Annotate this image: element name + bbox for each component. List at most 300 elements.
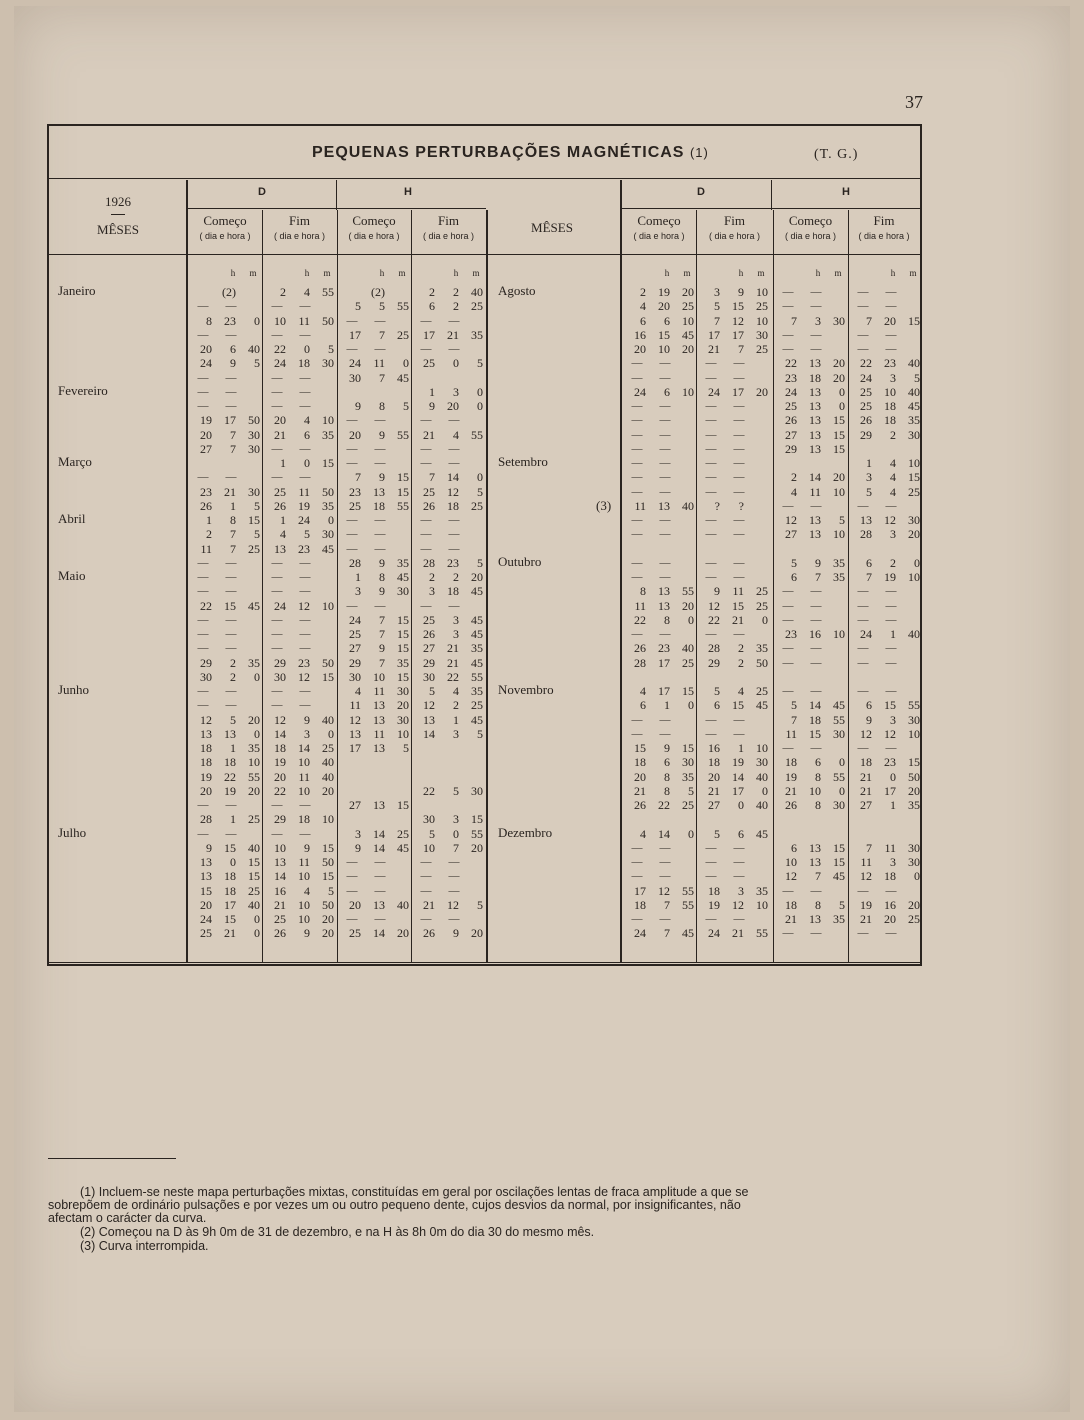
table-cell: 6: [866, 698, 872, 713]
empty-cell-dash: —: [225, 585, 237, 598]
table-cell: 27: [708, 798, 720, 812]
table-cell: 30: [423, 812, 435, 827]
table-cell: 1: [890, 627, 896, 641]
table-cell: 15: [322, 669, 334, 684]
table-cell: 30: [397, 584, 409, 599]
column-rule: [848, 210, 849, 962]
table-cell: 40: [756, 798, 768, 812]
table-cell: 0: [254, 912, 260, 926]
empty-cell-dash: —: [225, 571, 237, 583]
table-cell: 16: [809, 627, 821, 641]
table-cell: 25: [682, 798, 694, 812]
table-cell: 25: [423, 612, 435, 627]
table-cell: 15: [833, 441, 845, 456]
table-cell: 16: [634, 327, 646, 342]
table-cell: 5: [839, 513, 845, 527]
empty-cell-dash: —: [659, 713, 671, 726]
empty-cell-dash: —: [197, 628, 209, 640]
table-cell: 6: [738, 826, 744, 841]
table-cell: 55: [833, 712, 845, 727]
table-cell: 20: [397, 926, 409, 941]
table-cell: 0: [839, 384, 845, 399]
table-cell: 11: [634, 498, 646, 513]
hour-unit: h: [304, 268, 310, 278]
table-cell: 10: [785, 855, 797, 869]
table-cell: 8: [664, 769, 670, 784]
empty-cell-dash: —: [374, 884, 386, 897]
table-cell: 20: [397, 698, 409, 713]
empty-cell-dash: —: [271, 556, 283, 569]
table-cell: 50: [322, 313, 334, 328]
table-cell: 30: [322, 527, 334, 542]
table-cell: 20: [248, 783, 260, 798]
table-cell: 21: [447, 655, 459, 670]
table-cell: 10: [756, 313, 768, 328]
table-cell: 26: [423, 498, 435, 513]
empty-cell-dash: —: [782, 742, 794, 754]
table-cell: 15: [248, 513, 260, 527]
empty-cell-dash: —: [225, 613, 237, 626]
table-cell: 14: [732, 769, 744, 784]
table-cell: 50: [322, 655, 334, 670]
table-cell: 14: [373, 840, 385, 855]
table-cell: 5: [379, 299, 385, 314]
table-cell: 29: [423, 655, 435, 670]
empty-cell-dash: —: [705, 428, 717, 441]
table-cell: 18: [809, 370, 821, 385]
empty-cell-dash: —: [346, 514, 358, 526]
empty-cell-dash: —: [810, 642, 822, 655]
table-cell: 11: [298, 484, 310, 499]
minute-unit: m: [323, 268, 331, 278]
table-cell: 13: [373, 897, 385, 912]
table-cell: 8: [664, 612, 670, 627]
table-cell: 4: [453, 427, 459, 442]
table-cell: 25: [248, 883, 260, 898]
empty-cell-dash: —: [733, 628, 745, 640]
empty-cell-dash: —: [197, 699, 209, 712]
empty-cell-dash: —: [299, 400, 311, 412]
table-cell: 1: [230, 741, 236, 755]
table-cell: 25: [908, 912, 920, 926]
table-cell: 35: [397, 655, 409, 670]
table-cell: 25: [471, 698, 483, 713]
empty-cell-dash: —: [197, 371, 209, 384]
dia-hora-subheader: ( dia e hora ): [784, 231, 837, 241]
empty-cell-dash: —: [271, 328, 283, 341]
month-label: Novembro: [498, 682, 554, 697]
table-cell: 11: [732, 584, 744, 599]
table-cell: 15: [248, 869, 260, 884]
table-cell: 13: [809, 413, 821, 428]
table-cell: 24: [785, 384, 797, 399]
table-cell: 23: [349, 484, 361, 499]
empty-cell-dash: —: [197, 799, 209, 811]
table-cell: 6: [664, 384, 670, 399]
table-cell: 9: [379, 641, 385, 656]
empty-cell-dash: —: [448, 542, 460, 555]
empty-cell-dash: —: [659, 913, 671, 925]
table-cell: 9: [304, 840, 310, 855]
table-cell: 15: [248, 855, 260, 869]
table-cell: 12: [447, 484, 459, 499]
table-cell: 9: [206, 840, 212, 855]
empty-cell-dash: —: [857, 343, 869, 355]
table-cell: 6: [791, 570, 797, 584]
empty-cell-dash: —: [346, 856, 358, 868]
empty-cell-dash: —: [420, 599, 432, 612]
table-cell: 20: [349, 427, 361, 442]
table-cell: 12: [860, 869, 872, 884]
hour-unit: h: [890, 268, 896, 278]
table-cell: 10: [756, 741, 768, 755]
table-cell: 13: [809, 912, 821, 926]
empty-cell-dash: —: [782, 328, 794, 341]
table-cell: 13: [200, 855, 212, 869]
month-label: Junho: [58, 682, 90, 697]
table-cell: 2: [429, 570, 435, 584]
table-cell: 3: [890, 855, 896, 869]
empty-cell-dash: —: [197, 400, 209, 412]
empty-cell-dash: —: [782, 286, 794, 298]
empty-cell-dash: —: [733, 514, 745, 526]
empty-cell-dash: —: [197, 328, 209, 341]
table-cell: 40: [397, 897, 409, 912]
table-cell: 18: [224, 883, 236, 898]
table-cell: ?: [738, 498, 744, 513]
empty-cell-dash: —: [299, 442, 311, 455]
table-cell: 19: [658, 285, 670, 299]
table-cell: 18: [785, 897, 797, 912]
element-label: D: [697, 186, 705, 198]
table-cell: 0: [254, 926, 260, 941]
table-cell: 29: [200, 655, 212, 670]
empty-cell-dash: —: [659, 571, 671, 583]
empty-cell-dash: —: [197, 556, 209, 569]
table-cell: 40: [682, 641, 694, 656]
table-cell: 12: [785, 513, 797, 527]
table-cell: 4: [304, 413, 310, 428]
table-cell: 14: [298, 741, 310, 755]
table-cell: 25: [471, 498, 483, 513]
table-cell: 26: [634, 798, 646, 812]
table-cell: 15: [397, 627, 409, 641]
table-cell: 29: [274, 655, 286, 670]
table-cell: 35: [833, 570, 845, 584]
table-cell: 2: [890, 555, 896, 570]
table-cell: 20: [756, 384, 768, 399]
empty-cell-dash: —: [810, 884, 822, 897]
empty-cell-dash: —: [810, 599, 822, 612]
table-cell: 30: [833, 726, 845, 741]
table-cell: 9: [355, 840, 361, 855]
empty-cell-dash: —: [857, 286, 869, 298]
table-cell: 7: [379, 327, 385, 342]
empty-cell-dash: —: [705, 400, 717, 412]
table-cell: 2: [738, 655, 744, 670]
table-cell: 5: [477, 356, 483, 371]
table-cell: 23: [447, 555, 459, 570]
table-cell: 6: [815, 755, 821, 770]
table-cell: 13: [658, 598, 670, 613]
table-cell: 2: [791, 470, 797, 485]
table-cell: 5: [477, 484, 483, 499]
table-cell: 14: [373, 926, 385, 941]
empty-cell-dash: —: [733, 556, 745, 569]
table-cell: 0: [688, 612, 694, 627]
table-cell: 40: [908, 384, 920, 399]
table-cell: 30: [471, 783, 483, 798]
table-cell: 10: [274, 840, 286, 855]
empty-cell-dash: —: [733, 528, 745, 541]
empty-cell-dash: —: [631, 485, 643, 498]
fim-header: Fim: [873, 213, 895, 228]
empty-cell-dash: —: [631, 428, 643, 441]
table-cell: 5: [839, 897, 845, 912]
table-cell: 12: [860, 726, 872, 741]
table-cell: 7: [429, 470, 435, 485]
title-divider: [49, 178, 920, 179]
table-cell: 27: [785, 427, 797, 442]
empty-cell-dash: —: [346, 314, 358, 327]
table-cell: 21: [634, 783, 646, 798]
table-cell: 0: [762, 612, 768, 627]
empty-cell-dash: —: [420, 514, 432, 526]
table-cell: 45: [756, 826, 768, 841]
table-cell: 55: [397, 498, 409, 513]
table-cell: 2: [738, 641, 744, 656]
table-cell: 30: [200, 669, 212, 684]
table-cell: 15: [397, 470, 409, 485]
table-cell: 5: [328, 342, 334, 356]
footnote-1c: afectam o carácter da curva.: [48, 1211, 207, 1225]
table-cell: 15: [224, 912, 236, 926]
table-cell: 45: [471, 584, 483, 599]
table-cell: 18: [373, 498, 385, 513]
table-cell: 6: [304, 427, 310, 442]
minute-unit: m: [909, 268, 917, 278]
table-cell: 7: [664, 926, 670, 941]
table-cell: 10: [322, 413, 334, 428]
table-cell: 20: [682, 342, 694, 356]
column-rule: [336, 180, 337, 210]
empty-cell-dash: —: [374, 856, 386, 868]
table-cell: 27: [349, 798, 361, 812]
table-cell: 26: [274, 498, 286, 513]
table-cell: 0: [453, 356, 459, 371]
table-cell: 26: [785, 798, 797, 812]
table-cell: 18: [634, 897, 646, 912]
empty-cell-dash: —: [782, 884, 794, 897]
column-rule: [262, 210, 263, 962]
table-cell: 15: [833, 855, 845, 869]
table-cell: 55: [682, 883, 694, 898]
table-cell: 18: [884, 869, 896, 884]
table-cell: 35: [397, 555, 409, 570]
table-cell: 5: [403, 399, 409, 413]
table-cell: 24: [274, 356, 286, 371]
empty-cell-dash: —: [346, 414, 358, 427]
month-label: Agosto: [498, 283, 536, 298]
table-cell: 50: [908, 769, 920, 784]
table-cell: 10: [423, 840, 435, 855]
group-divider: [622, 208, 920, 209]
empty-cell-dash: —: [225, 471, 237, 484]
table-cell: 3: [453, 812, 459, 827]
empty-cell-dash: —: [448, 457, 460, 469]
table-cell: 30: [248, 441, 260, 456]
table-cell: 0: [304, 342, 310, 356]
empty-cell-dash: —: [857, 613, 869, 626]
table-cell: 13: [373, 698, 385, 713]
table-cell: 25: [349, 627, 361, 641]
empty-cell-dash: —: [659, 628, 671, 640]
table-cell: 24: [708, 926, 720, 941]
table-cell: 26: [423, 926, 435, 941]
table-cell: 11: [349, 698, 361, 713]
empty-cell-dash: —: [705, 571, 717, 583]
table-cell: 17: [708, 327, 720, 342]
table-cell: 26: [860, 413, 872, 428]
empty-cell-dash: —: [271, 613, 283, 626]
table-cell: 21: [224, 926, 236, 941]
table-cell: 50: [322, 897, 334, 912]
empty-cell-dash: —: [299, 471, 311, 484]
empty-cell-dash: —: [631, 856, 643, 868]
table-cell: 29: [349, 655, 361, 670]
table-cell: 1: [280, 456, 286, 470]
table-cell: 3: [890, 527, 896, 542]
table-cell: 6: [866, 555, 872, 570]
table-cell: 9: [379, 555, 385, 570]
table-cell: 3: [304, 726, 310, 741]
table-cell: 3: [890, 370, 896, 385]
table-cell: 12: [732, 313, 744, 328]
table-cell: 28: [349, 555, 361, 570]
empty-cell-dash: —: [299, 585, 311, 598]
empty-cell-dash: —: [733, 414, 745, 427]
table-cell: 18: [860, 755, 872, 770]
empty-cell-dash: —: [346, 343, 358, 355]
table-cell: 11: [634, 598, 646, 613]
table-cell: 18: [708, 755, 720, 770]
table-cell: 13: [809, 427, 821, 442]
table-cell: 25: [860, 384, 872, 399]
empty-cell-dash: —: [197, 385, 209, 398]
empty-cell-dash: —: [885, 613, 897, 626]
hour-unit: h: [664, 268, 670, 278]
table-cell: 21: [860, 912, 872, 926]
table-cell: 45: [833, 698, 845, 713]
table-cell: 4: [890, 456, 896, 470]
table-cell: 15: [833, 413, 845, 428]
table-cell: 6: [791, 840, 797, 855]
empty-cell-dash: —: [225, 556, 237, 569]
table-cell: 10: [756, 897, 768, 912]
table-cell: 0: [403, 356, 409, 371]
table-cell: 3: [453, 384, 459, 399]
table-cell: 2: [640, 285, 646, 299]
empty-cell-dash: —: [733, 442, 745, 455]
table-cell: 14: [809, 470, 821, 485]
empty-cell-dash: —: [299, 642, 311, 655]
month-label: Setembro: [498, 454, 548, 469]
empty-cell-dash: —: [225, 642, 237, 655]
empty-cell-dash: —: [374, 314, 386, 327]
table-cell: 0: [304, 456, 310, 470]
empty-cell-dash: —: [271, 400, 283, 412]
table-cell: 35: [682, 769, 694, 784]
table-cell: 35: [248, 655, 260, 670]
table-cell: 18: [298, 812, 310, 827]
table-cell: 18: [447, 584, 459, 599]
table-cell: 19: [884, 570, 896, 584]
table-cell: 2: [230, 655, 236, 670]
empty-cell-dash: —: [271, 827, 283, 840]
table-cell: 8: [379, 570, 385, 584]
table-cell: 45: [471, 712, 483, 727]
table-cell: 20: [471, 926, 483, 941]
table-cell: 13: [274, 541, 286, 556]
empty-cell-dash: —: [631, 357, 643, 370]
empty-cell-dash: —: [857, 884, 869, 897]
table-cell: 7: [664, 897, 670, 912]
empty-cell-dash: —: [346, 442, 358, 455]
table-cell: ?: [714, 498, 720, 513]
table-cell: 26: [423, 627, 435, 641]
month-label: Abril: [58, 511, 86, 526]
footnote-rule: [48, 1158, 176, 1159]
empty-cell-dash: —: [225, 628, 237, 640]
table-cell: 25: [682, 299, 694, 314]
table-cell: 9: [230, 356, 236, 371]
table-cell: 5: [477, 897, 483, 912]
empty-cell-dash: —: [346, 457, 358, 469]
empty-cell-dash: —: [631, 727, 643, 740]
empty-cell-dash: —: [705, 485, 717, 498]
table-cell: 45: [397, 570, 409, 584]
table-cell: 7: [866, 313, 872, 328]
empty-cell-dash: —: [857, 656, 869, 669]
table-cell: 19: [298, 498, 310, 513]
table-cell: 6: [714, 698, 720, 713]
table-cell: 8: [206, 313, 212, 328]
empty-cell-dash: —: [705, 841, 717, 854]
table-cell: 27: [423, 641, 435, 656]
empty-cell-dash: —: [631, 471, 643, 484]
table-cell: 10: [298, 912, 310, 926]
table-cell: 15: [322, 869, 334, 884]
empty-cell-dash: —: [374, 542, 386, 555]
table-cell: 7: [230, 541, 236, 556]
empty-cell-dash: —: [659, 357, 671, 370]
table-cell: 24: [200, 912, 212, 926]
table-cell: 20: [833, 370, 845, 385]
table-cell: 17: [349, 327, 361, 342]
table-cell: 13: [200, 869, 212, 884]
table-cell: 11: [373, 356, 385, 371]
table-cell: 15: [833, 427, 845, 442]
table-cell: 23: [785, 370, 797, 385]
empty-cell-dash: —: [705, 457, 717, 469]
table-cell: 15: [908, 755, 920, 770]
table-cell: 0: [738, 798, 744, 812]
empty-cell-dash: —: [705, 471, 717, 484]
table-cell: 20: [471, 840, 483, 855]
empty-cell-dash: —: [705, 442, 717, 455]
table-cell: 25: [756, 584, 768, 599]
empty-cell-dash: —: [885, 642, 897, 655]
